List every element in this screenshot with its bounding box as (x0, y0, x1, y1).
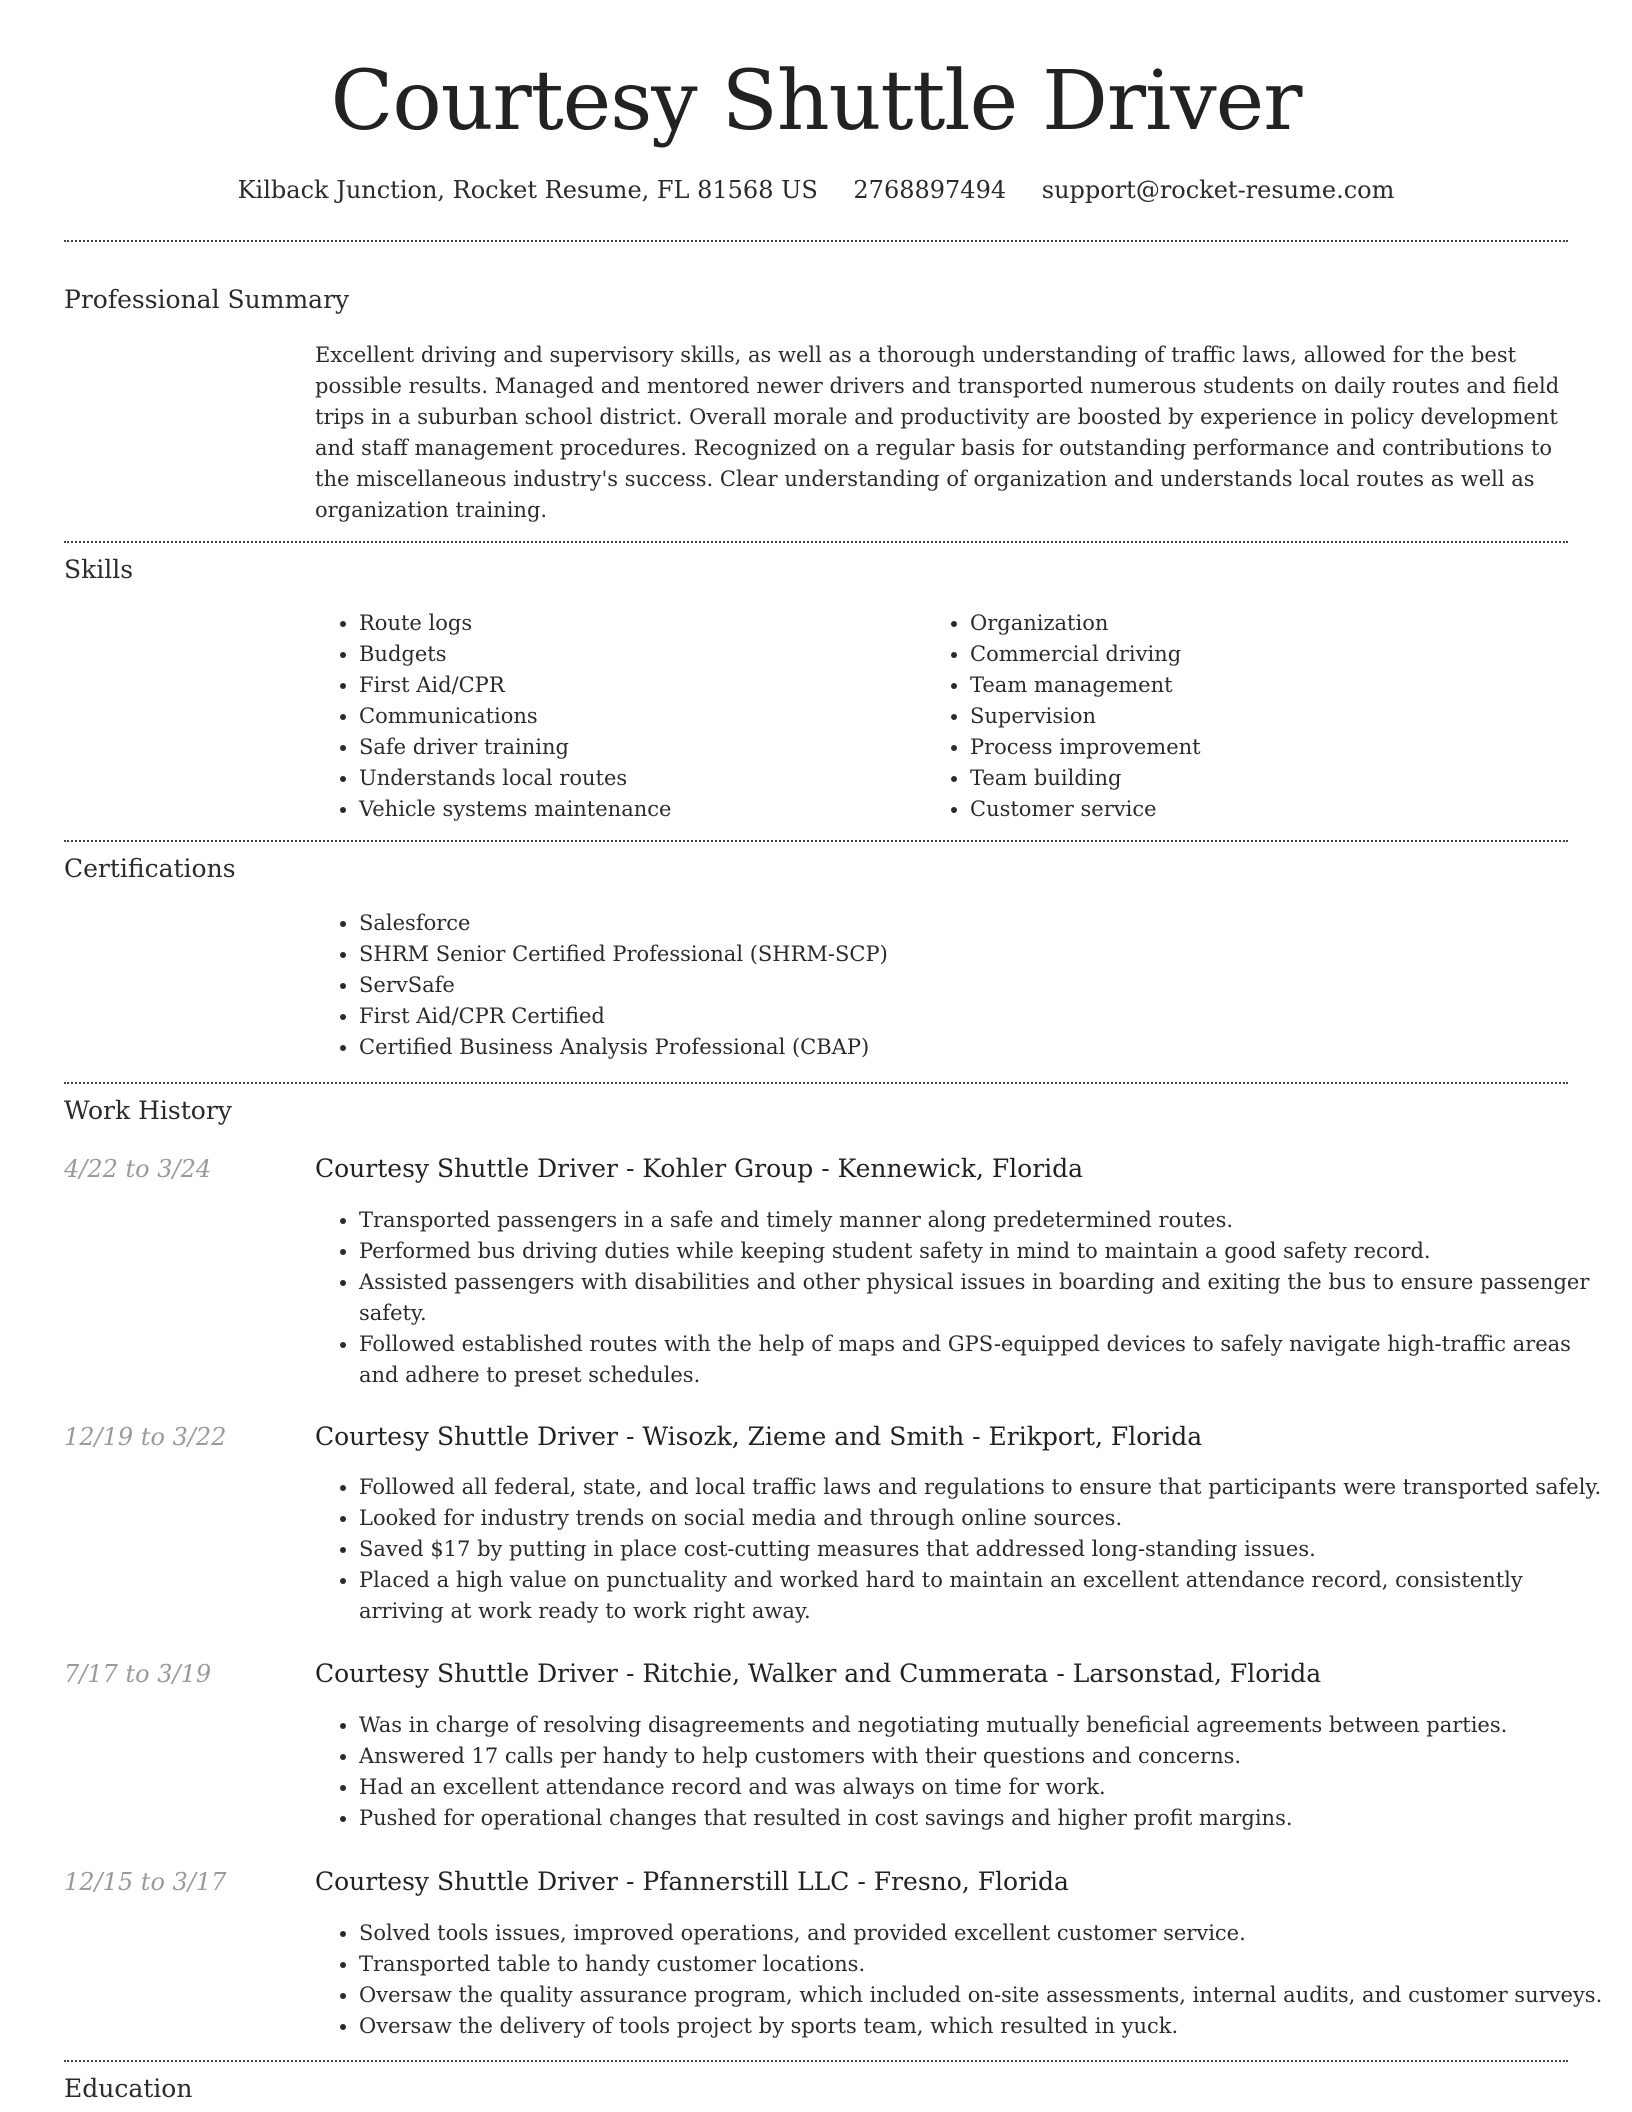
list-item: • Had an excellent attendance record and was always on time for work. (359, 1772, 1609, 1803)
list-item: • Customer service (970, 794, 1570, 825)
list-item: • Transported passengers in a safe and timely manner along predetermined routes. (359, 1205, 1609, 1236)
job-dates: 12/19 to 3/22 (64, 1423, 227, 1451)
section-divider (64, 1082, 1568, 1084)
contact-phone: 2768897494 (853, 176, 1007, 204)
section-divider (64, 541, 1568, 543)
summary-heading: Professional Summary (64, 285, 350, 314)
job-dates: 4/22 to 3/24 (64, 1155, 212, 1183)
job-dates: 7/17 to 3/19 (64, 1660, 212, 1688)
list-item: • First Aid/CPR Certified (359, 1001, 1609, 1032)
section-divider (64, 2060, 1568, 2062)
work-history-heading: Work History (64, 1096, 232, 1125)
list-item: • Looked for industry trends on social media and through online sources. (359, 1503, 1609, 1534)
job-dates: 12/15 to 3/17 (64, 1868, 227, 1896)
list-item: • Transported table to handy customer locations. (359, 1949, 1609, 1980)
skills-list-left (315, 608, 919, 825)
list-item: • ServSafe (359, 970, 1609, 1001)
list-item: • Route logs (359, 608, 919, 639)
resume-title: Courtesy Shuttle Driver (330, 54, 1302, 149)
list-item: • Solved tools issues, improved operations, and provided excellent customer service. (359, 1918, 1609, 1949)
list-item: • Performed bus driving duties while keeping student safety in mind to maintain a good safety record. (359, 1236, 1609, 1267)
list-item: • Process improvement (970, 732, 1570, 763)
list-item: • First Aid/CPR (359, 670, 919, 701)
section-divider (64, 840, 1568, 842)
list-item: • Commercial driving (970, 639, 1570, 670)
contact-address: Kilback Junction, Rocket Resume, FL 81568 US (237, 176, 818, 204)
contact-email: support@rocket-resume.com (1041, 176, 1395, 204)
list-item: • Oversaw the delivery of tools project by sports team, which resulted in yuck. (359, 2011, 1609, 2042)
skills-heading: Skills (64, 555, 134, 584)
list-item: • Supervision (970, 701, 1570, 732)
job-title: Courtesy Shuttle Driver - Pfannerstill LLC - Fresno, Florida (315, 1867, 1069, 1896)
education-heading: Education (64, 2074, 193, 2103)
list-item: • Followed all federal, state, and local traffic laws and regulations to ensure that participants were transported safely. (359, 1472, 1609, 1503)
list-item: • Was in charge of resolving disagreements and negotiating mutually beneficial agreements between parties. (359, 1710, 1609, 1741)
certifications-heading: Certifications (64, 854, 236, 883)
list-item: • Vehicle systems maintenance (359, 794, 919, 825)
contact-line (0, 170, 1632, 210)
list-item: • Understands local routes (359, 763, 919, 794)
list-item: • Communications (359, 701, 919, 732)
list-item: • Salesforce (359, 908, 1609, 939)
list-item: • Team management (970, 670, 1570, 701)
list-item: • Placed a high value on punctuality and worked hard to maintain an excellent attendance record, consistently arriving at work ready to work right away. (359, 1565, 1609, 1627)
list-item: • SHRM Senior Certified Professional (SHRM-SCP) (359, 939, 1609, 970)
job-bullets (315, 1472, 1609, 1627)
list-item: • Answered 17 calls per handy to help customers with their questions and concerns. (359, 1741, 1609, 1772)
list-item: • Oversaw the quality assurance program, which included on-site assessments, internal audits, and customer surveys. (359, 1980, 1609, 2011)
list-item: • Pushed for operational changes that resulted in cost savings and higher profit margins. (359, 1803, 1609, 1834)
list-item: • Budgets (359, 639, 919, 670)
job-title: Courtesy Shuttle Driver - Ritchie, Walker and Cummerata - Larsonstad, Florida (315, 1659, 1322, 1688)
job-title: Courtesy Shuttle Driver - Wisozk, Zieme and Smith - Erikport, Florida (315, 1422, 1203, 1451)
job-bullets (315, 1205, 1609, 1391)
certifications-list (315, 908, 1609, 1063)
list-item: • Followed established routes with the help of maps and GPS-equipped devices to safely navigate high-traffic areas and adhere to preset schedules. (359, 1329, 1609, 1391)
summary-text: Excellent driving and supervisory skills, as well as a thorough understanding of traffic laws, allowed for the best possible results. Managed and mentored newer drivers and transported numerous students on daily routes and field trips in a suburban school district. Overall morale and productivity are boosted by experience in policy development and staff management procedures. Recognized on a regular basis for outstanding performance and contributions to the miscellaneous industry's success. Clear understanding of organization and understands local routes as well as organization training. (315, 343, 1560, 522)
list-item: • Saved $17 by putting in place cost-cutting measures that addressed long-standing issues. (359, 1534, 1609, 1565)
list-item: • Certified Business Analysis Professional (CBAP) (359, 1032, 1609, 1063)
list-item: • Assisted passengers with disabilities and other physical issues in boarding and exiting the bus to ensure passenger safety. (359, 1267, 1609, 1329)
list-item: • Organization (970, 608, 1570, 639)
job-title: Courtesy Shuttle Driver - Kohler Group - Kennewick, Florida (315, 1154, 1084, 1183)
section-divider (64, 240, 1568, 242)
list-item: • Safe driver training (359, 732, 919, 763)
job-bullets (315, 1918, 1609, 2042)
job-bullets (315, 1710, 1609, 1834)
list-item: • Team building (970, 763, 1570, 794)
skills-list-right (926, 608, 1570, 825)
